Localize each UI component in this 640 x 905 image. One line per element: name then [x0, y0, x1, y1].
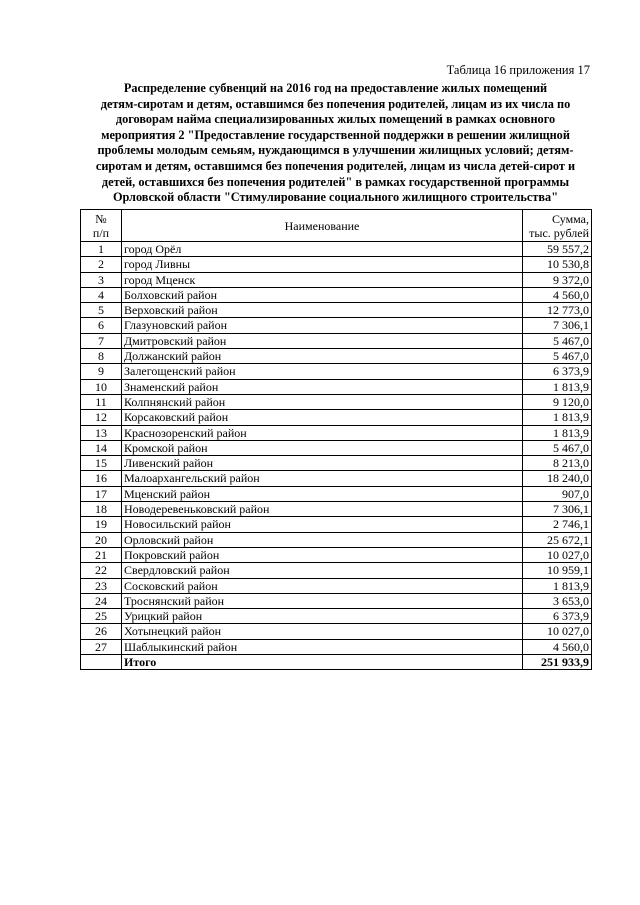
- row-name-cell: Знаменский район: [122, 379, 523, 394]
- title-line: Орловской области "Стимулирование социального жилищного строительства": [112, 190, 559, 205]
- row-number-cell: 21: [81, 547, 122, 562]
- row-number-cell: 18: [81, 502, 122, 517]
- row-sum-cell: 3 653,0: [523, 593, 592, 608]
- row-sum-cell: 2 746,1: [523, 517, 592, 532]
- table-row: [81, 547, 592, 562]
- total-label-cell: Итого: [122, 655, 523, 670]
- table-row: [81, 609, 592, 624]
- row-sum-cell: 1 813,9: [523, 425, 592, 440]
- row-number-cell: 14: [81, 440, 122, 455]
- table-row: [81, 410, 592, 425]
- column-header-sum-line2: тыс. рублей: [529, 225, 589, 240]
- row-name-cell: Должанский район: [122, 349, 523, 364]
- table-row: [81, 394, 592, 409]
- table-row: [81, 639, 592, 654]
- row-number-cell: 12: [81, 410, 122, 425]
- column-header-number-line2: п/п: [92, 225, 110, 240]
- table-row: [81, 471, 592, 486]
- table-row: [81, 502, 592, 517]
- title-line: сиротам и детям, оставшимся без попечения родителей, лицам из числа детей-сирот и: [95, 158, 576, 173]
- row-number-cell: 9: [81, 364, 122, 379]
- subsidy-table: [80, 209, 592, 670]
- column-header-sum: [523, 210, 592, 242]
- row-sum-cell: 59 557,2: [523, 242, 592, 257]
- column-header-name: Наименование: [122, 210, 523, 242]
- row-sum-cell: 1 813,9: [523, 410, 592, 425]
- row-number-cell: 22: [81, 563, 122, 578]
- row-sum-cell: 8 213,0: [523, 456, 592, 471]
- table-row: [81, 364, 592, 379]
- row-sum-cell: 10 530,8: [523, 257, 592, 272]
- column-header-number: [81, 210, 122, 242]
- title-line: договорам найма специализированных жилых помещений в рамках основного: [115, 112, 556, 127]
- table-row: [81, 303, 592, 318]
- row-name-cell: Залегощенский район: [122, 364, 523, 379]
- row-number-cell: 17: [81, 486, 122, 501]
- row-name-cell: город Ливны: [122, 257, 523, 272]
- row-name-cell: Покровский район: [122, 547, 523, 562]
- table-row: [81, 456, 592, 471]
- row-name-cell: Дмитровский район: [122, 333, 523, 348]
- row-sum-cell: 1 813,9: [523, 578, 592, 593]
- document-title: [80, 81, 591, 206]
- row-number-cell: 27: [81, 639, 122, 654]
- row-number-cell: 20: [81, 532, 122, 547]
- row-number-cell: 6: [81, 318, 122, 333]
- table-header-row: [81, 210, 592, 242]
- row-sum-cell: 10 027,0: [523, 547, 592, 562]
- title-line: мероприятия 2 "Предоставление государственной поддержки в решении жилищной: [101, 127, 570, 142]
- row-sum-cell: 7 306,1: [523, 318, 592, 333]
- row-sum-cell: 18 240,0: [523, 471, 592, 486]
- row-sum-cell: 9 372,0: [523, 272, 592, 287]
- row-name-cell: Шаблыкинский район: [122, 639, 523, 654]
- total-sum-cell: 251 933,9: [523, 655, 592, 670]
- row-sum-cell: 10 959,1: [523, 563, 592, 578]
- row-name-cell: Колпнянский район: [122, 394, 523, 409]
- table-row: [81, 425, 592, 440]
- table-row: [81, 563, 592, 578]
- table-reference: Таблица 16 приложения 17: [446, 63, 590, 77]
- row-number-cell: 8: [81, 349, 122, 364]
- row-number-cell: 13: [81, 425, 122, 440]
- row-name-cell: Корсаковский район: [122, 410, 523, 425]
- table-row: [81, 257, 592, 272]
- row-name-cell: Новосильский район: [122, 517, 523, 532]
- row-number-cell: 2: [81, 257, 122, 272]
- table-body: [81, 242, 592, 670]
- row-sum-cell: 5 467,0: [523, 349, 592, 364]
- table-row: [81, 486, 592, 501]
- row-number-cell: 3: [81, 272, 122, 287]
- row-sum-cell: 5 467,0: [523, 333, 592, 348]
- row-sum-cell: 7 306,1: [523, 502, 592, 517]
- table-row: [81, 272, 592, 287]
- total-number-cell: [81, 655, 122, 670]
- title-line: Распределение субвенций на 2016 год на предоставление жилых помещений: [123, 81, 548, 95]
- table-row: [81, 333, 592, 348]
- row-number-cell: 4: [81, 287, 122, 302]
- row-sum-cell: 4 560,0: [523, 287, 592, 302]
- row-name-cell: Ливенский район: [122, 456, 523, 471]
- title-line: проблемы молодым семьям, нуждающимся в улучшении жилищных условий; детям-: [97, 143, 574, 158]
- row-name-cell: Болховский район: [122, 287, 523, 302]
- table-row: [81, 379, 592, 394]
- table-row: [81, 349, 592, 364]
- row-name-cell: Сосковский район: [122, 578, 523, 593]
- row-name-cell: Новодеревеньковский район: [122, 502, 523, 517]
- table-row: [81, 318, 592, 333]
- row-number-cell: 23: [81, 578, 122, 593]
- column-header-number-line1: №: [95, 211, 107, 226]
- table-row: [81, 624, 592, 639]
- table-row: [81, 593, 592, 608]
- row-sum-cell: 4 560,0: [523, 639, 592, 654]
- row-sum-cell: 6 373,9: [523, 364, 592, 379]
- row-number-cell: 11: [81, 394, 122, 409]
- row-name-cell: Краснозоренский район: [122, 425, 523, 440]
- table-row: [81, 517, 592, 532]
- row-sum-cell: 1 813,9: [523, 379, 592, 394]
- row-number-cell: 25: [81, 609, 122, 624]
- table-row: [81, 242, 592, 257]
- row-number-cell: 24: [81, 593, 122, 608]
- column-header-sum-line1: Сумма,: [552, 211, 589, 226]
- row-name-cell: город Орёл: [122, 242, 523, 257]
- row-sum-cell: 9 120,0: [523, 394, 592, 409]
- row-sum-cell: 5 467,0: [523, 440, 592, 455]
- row-number-cell: 10: [81, 379, 122, 394]
- row-number-cell: 19: [81, 517, 122, 532]
- row-number-cell: 5: [81, 303, 122, 318]
- row-name-cell: Свердловский район: [122, 563, 523, 578]
- row-sum-cell: 907,0: [523, 486, 592, 501]
- title-line: детей, оставшихся без попечения родителей" в рамках государственной программы: [101, 174, 570, 189]
- row-number-cell: 26: [81, 624, 122, 639]
- row-number-cell: 16: [81, 471, 122, 486]
- row-sum-cell: 10 027,0: [523, 624, 592, 639]
- row-name-cell: Урицкий район: [122, 609, 523, 624]
- row-number-cell: 7: [81, 333, 122, 348]
- table-row: [81, 532, 592, 547]
- row-sum-cell: 25 672,1: [523, 532, 592, 547]
- row-number-cell: 15: [81, 456, 122, 471]
- row-sum-cell: 6 373,9: [523, 609, 592, 624]
- row-name-cell: город Мценск: [122, 272, 523, 287]
- row-name-cell: Хотынецкий район: [122, 624, 523, 639]
- row-number-cell: 1: [81, 242, 122, 257]
- row-name-cell: Малоархангельский район: [122, 471, 523, 486]
- row-sum-cell: 12 773,0: [523, 303, 592, 318]
- row-name-cell: Глазуновский район: [122, 318, 523, 333]
- row-name-cell: Кромской район: [122, 440, 523, 455]
- table-row: [81, 440, 592, 455]
- row-name-cell: Орловский район: [122, 532, 523, 547]
- title-line: детям-сиротам и детям, оставшимся без попечения родителей, лицам из их числа по: [100, 96, 571, 111]
- total-row: [81, 655, 592, 670]
- row-name-cell: Мценский район: [122, 486, 523, 501]
- table-row: [81, 287, 592, 302]
- row-name-cell: Троснянский район: [122, 593, 523, 608]
- table-row: [81, 578, 592, 593]
- row-name-cell: Верховский район: [122, 303, 523, 318]
